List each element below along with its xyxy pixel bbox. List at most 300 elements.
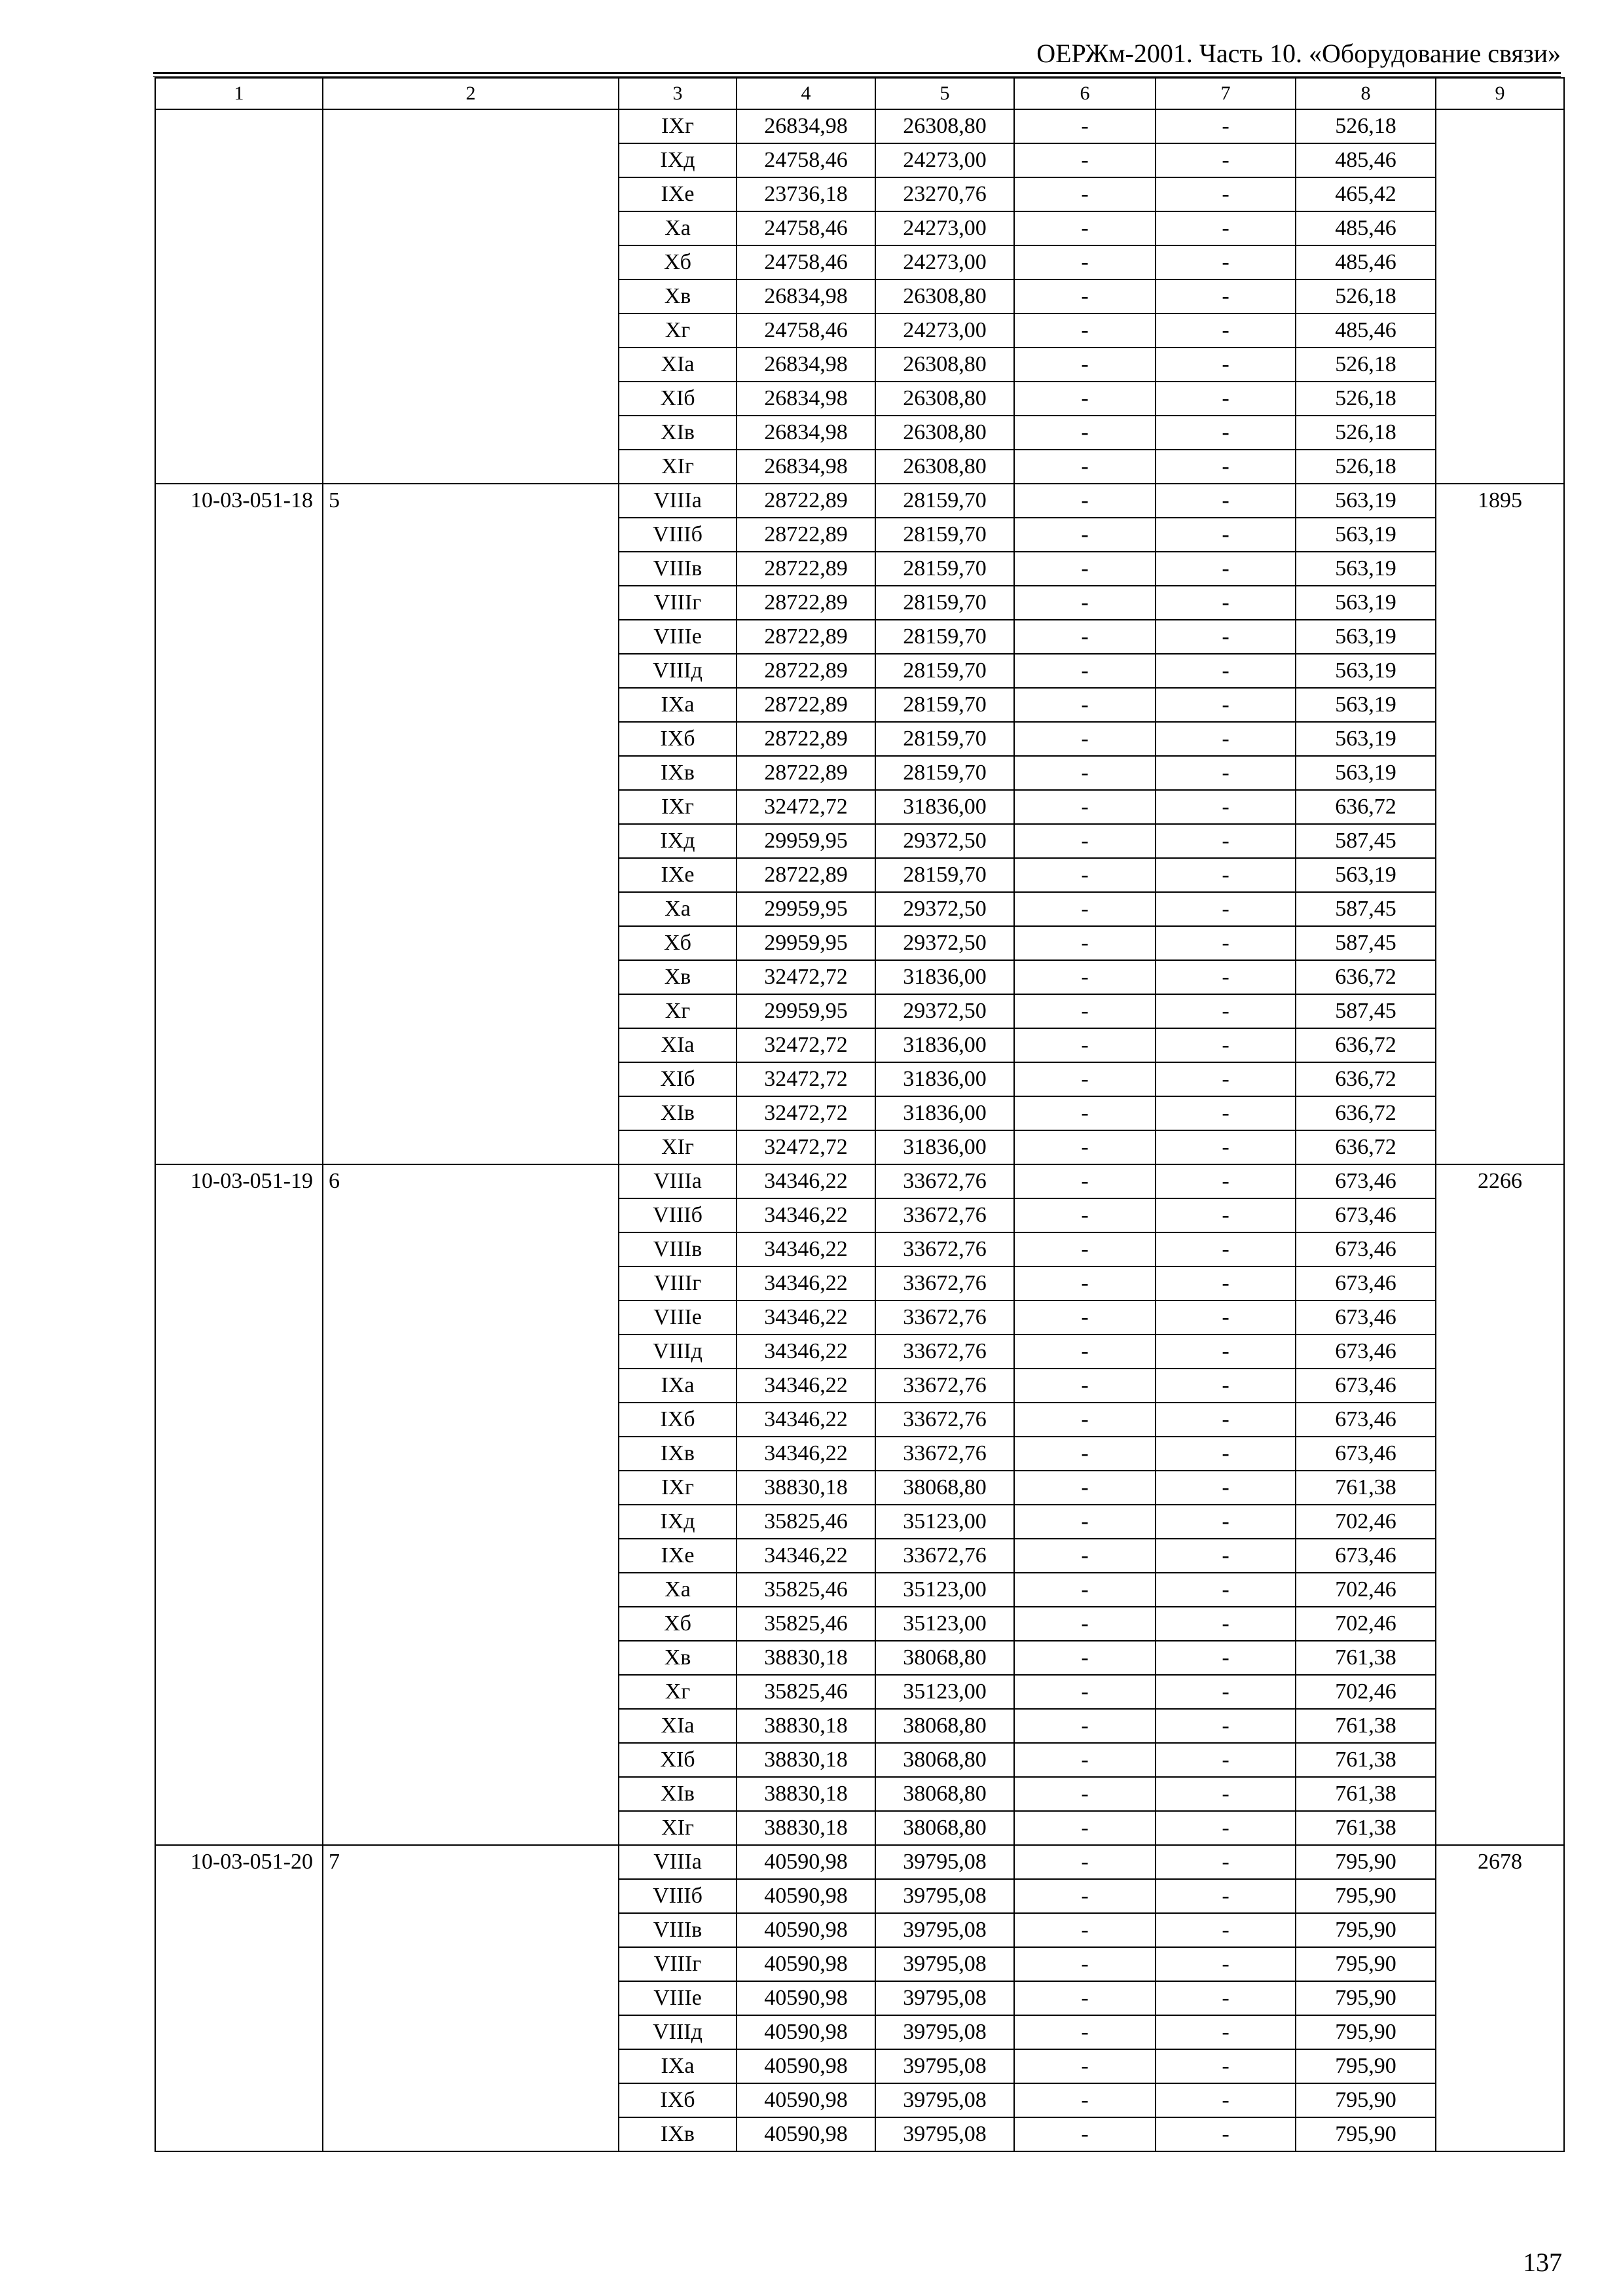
category-cell: IXа xyxy=(619,688,737,722)
column-5-value: 23270,76 xyxy=(875,177,1014,211)
column-5-value: 39795,08 xyxy=(875,1913,1014,1947)
column-7-value: - xyxy=(1156,245,1296,279)
column-6-value: - xyxy=(1014,1403,1156,1437)
column-5-value: 28159,70 xyxy=(875,518,1014,552)
header-rule-thick xyxy=(153,72,1561,74)
column-7-value: - xyxy=(1156,824,1296,858)
category-cell: XIв xyxy=(619,1777,737,1811)
column-4-value: 40590,98 xyxy=(737,1845,875,1879)
column-4-value: 28722,89 xyxy=(737,552,875,586)
column-7-value: - xyxy=(1156,994,1296,1028)
category-cell: IXе xyxy=(619,858,737,892)
column-4-value: 40590,98 xyxy=(737,1913,875,1947)
column-8-value: 587,45 xyxy=(1296,994,1436,1028)
column-8-value: 673,46 xyxy=(1296,1300,1436,1335)
column-8-value: 636,72 xyxy=(1296,1130,1436,1164)
column-6-value: - xyxy=(1014,1845,1156,1879)
column-5-value: 38068,80 xyxy=(875,1743,1014,1777)
column-5-value: 26308,80 xyxy=(875,109,1014,143)
column-4-value: 38830,18 xyxy=(737,1471,875,1505)
column-7-value: - xyxy=(1156,2117,1296,2151)
column-5-value: 38068,80 xyxy=(875,1709,1014,1743)
column-5-value: 39795,08 xyxy=(875,1879,1014,1913)
column-5-value: 29372,50 xyxy=(875,892,1014,926)
column-5-value: 28159,70 xyxy=(875,654,1014,688)
column-6-value: - xyxy=(1014,1300,1156,1335)
column-6-value: - xyxy=(1014,484,1156,518)
column-4-value: 28722,89 xyxy=(737,688,875,722)
column-7-value: - xyxy=(1156,1777,1296,1811)
column-6-value: - xyxy=(1014,892,1156,926)
column-7-value: - xyxy=(1156,688,1296,722)
column-8-value: 563,19 xyxy=(1296,688,1436,722)
column-4-value: 29959,95 xyxy=(737,824,875,858)
column-7-value: - xyxy=(1156,518,1296,552)
column-8-value: 563,19 xyxy=(1296,722,1436,756)
column-4-value: 35825,46 xyxy=(737,1573,875,1607)
column-8-value: 587,45 xyxy=(1296,926,1436,960)
column-5-value: 38068,80 xyxy=(875,1811,1014,1845)
column-7-value: - xyxy=(1156,620,1296,654)
column-8-value: 563,19 xyxy=(1296,620,1436,654)
column-5-value: 31836,00 xyxy=(875,1130,1014,1164)
column-5-value: 28159,70 xyxy=(875,552,1014,586)
column-5-value: 39795,08 xyxy=(875,1947,1014,1981)
column-7-value: - xyxy=(1156,1879,1296,1913)
column-5-value: 29372,50 xyxy=(875,994,1014,1028)
column-5-value: 39795,08 xyxy=(875,1845,1014,1879)
column-7-value: - xyxy=(1156,1471,1296,1505)
column-4-value: 23736,18 xyxy=(737,177,875,211)
column-5-value: 28159,70 xyxy=(875,586,1014,620)
column-number: 3 xyxy=(619,78,737,109)
column-6-value: - xyxy=(1014,279,1156,314)
column-4-value: 40590,98 xyxy=(737,2049,875,2083)
column-number: 7 xyxy=(1156,78,1296,109)
category-cell: IXе xyxy=(619,1539,737,1573)
column-4-value: 34346,22 xyxy=(737,1198,875,1232)
column-4-value: 28722,89 xyxy=(737,858,875,892)
category-cell: VIIIа xyxy=(619,1845,737,1879)
column-5-value: 38068,80 xyxy=(875,1777,1014,1811)
column-6-value: - xyxy=(1014,722,1156,756)
column-4-value: 40590,98 xyxy=(737,2117,875,2151)
category-cell: VIIIа xyxy=(619,484,737,518)
column-8-value: 563,19 xyxy=(1296,756,1436,790)
category-cell: VIIIг xyxy=(619,586,737,620)
column-8-value: 485,46 xyxy=(1296,211,1436,245)
column-2-value: 6 xyxy=(323,1164,619,1845)
column-7-value: - xyxy=(1156,1335,1296,1369)
column-4-value: 34346,22 xyxy=(737,1403,875,1437)
column-5-value: 31836,00 xyxy=(875,1028,1014,1062)
column-number: 8 xyxy=(1296,78,1436,109)
resource-code: 10-03-051-19 xyxy=(155,1164,323,1845)
column-8-value: 795,90 xyxy=(1296,2015,1436,2049)
column-6-value: - xyxy=(1014,348,1156,382)
column-6-value: - xyxy=(1014,1641,1156,1675)
column-8-value: 587,45 xyxy=(1296,824,1436,858)
column-6-value: - xyxy=(1014,654,1156,688)
category-cell: IXб xyxy=(619,2083,737,2117)
category-cell: XIб xyxy=(619,1062,737,1096)
category-cell: VIIIб xyxy=(619,1879,737,1913)
column-2-value xyxy=(323,109,619,484)
column-6-value: - xyxy=(1014,926,1156,960)
column-7-value: - xyxy=(1156,1164,1296,1198)
column-6-value: - xyxy=(1014,756,1156,790)
column-7-value: - xyxy=(1156,756,1296,790)
column-4-value: 32472,72 xyxy=(737,1130,875,1164)
column-7-value: - xyxy=(1156,1130,1296,1164)
column-9-value xyxy=(1436,109,1564,484)
column-6-value: - xyxy=(1014,586,1156,620)
column-7-value: - xyxy=(1156,416,1296,450)
column-6-value: - xyxy=(1014,1232,1156,1266)
column-7-value: - xyxy=(1156,314,1296,348)
column-4-value: 38830,18 xyxy=(737,1777,875,1811)
column-4-value: 28722,89 xyxy=(737,722,875,756)
column-7-value: - xyxy=(1156,1300,1296,1335)
column-4-value: 26834,98 xyxy=(737,416,875,450)
column-4-value: 34346,22 xyxy=(737,1300,875,1335)
column-7-value: - xyxy=(1156,1437,1296,1471)
column-8-value: 795,90 xyxy=(1296,2117,1436,2151)
column-6-value: - xyxy=(1014,1266,1156,1300)
category-cell: XIб xyxy=(619,1743,737,1777)
column-number: 9 xyxy=(1436,78,1564,109)
column-8-value: 702,46 xyxy=(1296,1505,1436,1539)
table-row xyxy=(155,109,1564,143)
column-6-value: - xyxy=(1014,790,1156,824)
column-4-value: 32472,72 xyxy=(737,790,875,824)
column-6-value: - xyxy=(1014,2049,1156,2083)
column-8-value: 485,46 xyxy=(1296,143,1436,177)
column-5-value: 28159,70 xyxy=(875,722,1014,756)
column-8-value: 702,46 xyxy=(1296,1675,1436,1709)
category-cell: XIг xyxy=(619,1130,737,1164)
table-row xyxy=(155,1164,1564,1198)
column-5-value: 28159,70 xyxy=(875,756,1014,790)
column-5-value: 39795,08 xyxy=(875,2083,1014,2117)
column-6-value: - xyxy=(1014,177,1156,211)
category-cell: VIIIг xyxy=(619,1947,737,1981)
column-7-value: - xyxy=(1156,1845,1296,1879)
column-7-value: - xyxy=(1156,2015,1296,2049)
column-5-value: 26308,80 xyxy=(875,416,1014,450)
category-cell: IXд xyxy=(619,824,737,858)
column-5-value: 39795,08 xyxy=(875,2117,1014,2151)
column-8-value: 673,46 xyxy=(1296,1198,1436,1232)
table-body xyxy=(155,109,1564,2151)
column-6-value: - xyxy=(1014,824,1156,858)
column-4-value: 32472,72 xyxy=(737,1028,875,1062)
category-cell: IXг xyxy=(619,1471,737,1505)
column-4-value: 34346,22 xyxy=(737,1164,875,1198)
column-8-value: 673,46 xyxy=(1296,1335,1436,1369)
column-8-value: 702,46 xyxy=(1296,1573,1436,1607)
column-4-value: 38830,18 xyxy=(737,1641,875,1675)
column-4-value: 28722,89 xyxy=(737,518,875,552)
column-5-value: 35123,00 xyxy=(875,1573,1014,1607)
column-6-value: - xyxy=(1014,1505,1156,1539)
category-cell: XIв xyxy=(619,1096,737,1130)
column-4-value: 35825,46 xyxy=(737,1675,875,1709)
column-7-value: - xyxy=(1156,1232,1296,1266)
column-7-value: - xyxy=(1156,109,1296,143)
category-cell: IXб xyxy=(619,1403,737,1437)
column-4-value: 26834,98 xyxy=(737,382,875,416)
column-6-value: - xyxy=(1014,2015,1156,2049)
column-8-value: 795,90 xyxy=(1296,1913,1436,1947)
column-5-value: 31836,00 xyxy=(875,790,1014,824)
column-7-value: - xyxy=(1156,1709,1296,1743)
column-6-value: - xyxy=(1014,858,1156,892)
column-6-value: - xyxy=(1014,109,1156,143)
column-6-value: - xyxy=(1014,1335,1156,1369)
category-cell: XIа xyxy=(619,348,737,382)
column-4-value: 24758,46 xyxy=(737,211,875,245)
category-cell: VIIIд xyxy=(619,1335,737,1369)
column-6-value: - xyxy=(1014,450,1156,484)
column-4-value: 26834,98 xyxy=(737,450,875,484)
column-2-value: 7 xyxy=(323,1845,619,2151)
column-7-value: - xyxy=(1156,1981,1296,2015)
column-8-value: 587,45 xyxy=(1296,892,1436,926)
column-6-value: - xyxy=(1014,416,1156,450)
column-9-value: 1895 xyxy=(1436,484,1564,1164)
column-8-value: 795,90 xyxy=(1296,2083,1436,2117)
column-4-value: 26834,98 xyxy=(737,348,875,382)
column-4-value: 40590,98 xyxy=(737,1981,875,2015)
column-4-value: 29959,95 xyxy=(737,892,875,926)
column-4-value: 38830,18 xyxy=(737,1709,875,1743)
column-6-value: - xyxy=(1014,245,1156,279)
column-2-value: 5 xyxy=(323,484,619,1164)
column-8-value: 795,90 xyxy=(1296,1947,1436,1981)
column-5-value: 33672,76 xyxy=(875,1437,1014,1471)
column-4-value: 34346,22 xyxy=(737,1266,875,1300)
column-6-value: - xyxy=(1014,1777,1156,1811)
column-5-value: 24273,00 xyxy=(875,245,1014,279)
column-9-value: 2678 xyxy=(1436,1845,1564,2151)
column-7-value: - xyxy=(1156,892,1296,926)
column-5-value: 33672,76 xyxy=(875,1403,1014,1437)
column-5-value: 38068,80 xyxy=(875,1471,1014,1505)
header-rule-thin xyxy=(153,76,1561,77)
column-7-value: - xyxy=(1156,348,1296,382)
column-4-value: 28722,89 xyxy=(737,756,875,790)
column-number: 5 xyxy=(875,78,1014,109)
category-cell: XIб xyxy=(619,382,737,416)
category-cell: VIIIб xyxy=(619,1198,737,1232)
column-4-value: 26834,98 xyxy=(737,109,875,143)
column-7-value: - xyxy=(1156,1743,1296,1777)
column-6-value: - xyxy=(1014,2117,1156,2151)
column-8-value: 526,18 xyxy=(1296,382,1436,416)
category-cell: IXв xyxy=(619,2117,737,2151)
category-cell: VIIIв xyxy=(619,1232,737,1266)
column-8-value: 563,19 xyxy=(1296,518,1436,552)
column-7-value: - xyxy=(1156,1403,1296,1437)
category-cell: Xв xyxy=(619,1641,737,1675)
column-8-value: 485,46 xyxy=(1296,245,1436,279)
column-8-value: 795,90 xyxy=(1296,1879,1436,1913)
column-7-value: - xyxy=(1156,586,1296,620)
column-7-value: - xyxy=(1156,1369,1296,1403)
column-7-value: - xyxy=(1156,382,1296,416)
category-cell: Xа xyxy=(619,1573,737,1607)
column-8-value: 526,18 xyxy=(1296,279,1436,314)
column-7-value: - xyxy=(1156,2049,1296,2083)
column-8-value: 526,18 xyxy=(1296,416,1436,450)
column-5-value: 29372,50 xyxy=(875,824,1014,858)
column-7-value: - xyxy=(1156,1811,1296,1845)
column-4-value: 28722,89 xyxy=(737,586,875,620)
category-cell: Xг xyxy=(619,1675,737,1709)
column-8-value: 563,19 xyxy=(1296,552,1436,586)
column-number: 4 xyxy=(737,78,875,109)
column-4-value: 28722,89 xyxy=(737,620,875,654)
table-row xyxy=(155,1845,1564,1879)
column-8-value: 485,46 xyxy=(1296,314,1436,348)
column-8-value: 563,19 xyxy=(1296,654,1436,688)
resource-code: 10-03-051-18 xyxy=(155,484,323,1164)
category-cell: Xа xyxy=(619,892,737,926)
column-6-value: - xyxy=(1014,620,1156,654)
column-8-value: 526,18 xyxy=(1296,348,1436,382)
category-cell: Xг xyxy=(619,994,737,1028)
column-6-value: - xyxy=(1014,552,1156,586)
category-cell: VIIIд xyxy=(619,654,737,688)
column-6-value: - xyxy=(1014,1811,1156,1845)
column-7-value: - xyxy=(1156,143,1296,177)
column-7-value: - xyxy=(1156,1062,1296,1096)
column-6-value: - xyxy=(1014,143,1156,177)
column-7-value: - xyxy=(1156,926,1296,960)
category-cell: Xв xyxy=(619,960,737,994)
column-7-value: - xyxy=(1156,1913,1296,1947)
column-6-value: - xyxy=(1014,688,1156,722)
column-4-value: 24758,46 xyxy=(737,314,875,348)
column-6-value: - xyxy=(1014,211,1156,245)
column-6-value: - xyxy=(1014,960,1156,994)
column-8-value: 526,18 xyxy=(1296,450,1436,484)
column-8-value: 636,72 xyxy=(1296,1096,1436,1130)
category-cell: XIа xyxy=(619,1028,737,1062)
column-8-value: 673,46 xyxy=(1296,1403,1436,1437)
category-cell: IXа xyxy=(619,2049,737,2083)
column-4-value: 35825,46 xyxy=(737,1607,875,1641)
page-header-title: ОЕРЖм-2001. Часть 10. «Оборудование связи» xyxy=(1036,39,1561,68)
column-4-value: 40590,98 xyxy=(737,2015,875,2049)
column-5-value: 31836,00 xyxy=(875,960,1014,994)
column-6-value: - xyxy=(1014,1947,1156,1981)
column-8-value: 465,42 xyxy=(1296,177,1436,211)
column-4-value: 24758,46 xyxy=(737,143,875,177)
column-7-value: - xyxy=(1156,960,1296,994)
category-cell: IXе xyxy=(619,177,737,211)
column-6-value: - xyxy=(1014,1471,1156,1505)
column-4-value: 40590,98 xyxy=(737,1879,875,1913)
column-7-value: - xyxy=(1156,1675,1296,1709)
column-5-value: 28159,70 xyxy=(875,688,1014,722)
column-number-row xyxy=(155,78,1564,109)
column-4-value: 26834,98 xyxy=(737,279,875,314)
column-7-value: - xyxy=(1156,1028,1296,1062)
category-cell: VIIIв xyxy=(619,1913,737,1947)
column-5-value: 33672,76 xyxy=(875,1300,1014,1335)
column-8-value: 563,19 xyxy=(1296,858,1436,892)
column-5-value: 28159,70 xyxy=(875,620,1014,654)
category-cell: XIг xyxy=(619,450,737,484)
category-cell: VIIIв xyxy=(619,552,737,586)
column-7-value: - xyxy=(1156,654,1296,688)
column-5-value: 26308,80 xyxy=(875,382,1014,416)
column-8-value: 636,72 xyxy=(1296,960,1436,994)
category-cell: IXб xyxy=(619,722,737,756)
column-8-value: 636,72 xyxy=(1296,1062,1436,1096)
column-5-value: 39795,08 xyxy=(875,1981,1014,2015)
page-number: 137 xyxy=(1523,2248,1562,2277)
column-5-value: 35123,00 xyxy=(875,1675,1014,1709)
column-7-value: - xyxy=(1156,1539,1296,1573)
column-4-value: 40590,98 xyxy=(737,1947,875,1981)
column-7-value: - xyxy=(1156,2083,1296,2117)
column-6-value: - xyxy=(1014,1369,1156,1403)
column-8-value: 673,46 xyxy=(1296,1369,1436,1403)
category-cell: IXд xyxy=(619,143,737,177)
column-5-value: 33672,76 xyxy=(875,1266,1014,1300)
column-7-value: - xyxy=(1156,1641,1296,1675)
column-8-value: 795,90 xyxy=(1296,1981,1436,2015)
column-5-value: 31836,00 xyxy=(875,1096,1014,1130)
column-8-value: 761,38 xyxy=(1296,1811,1436,1845)
resource-code: 10-03-051-20 xyxy=(155,1845,323,2151)
column-7-value: - xyxy=(1156,858,1296,892)
resource-code xyxy=(155,109,323,484)
column-8-value: 761,38 xyxy=(1296,1709,1436,1743)
category-cell: VIIIе xyxy=(619,1300,737,1335)
column-7-value: - xyxy=(1156,1096,1296,1130)
column-5-value: 33672,76 xyxy=(875,1164,1014,1198)
column-4-value: 38830,18 xyxy=(737,1743,875,1777)
column-8-value: 563,19 xyxy=(1296,586,1436,620)
category-cell: XIа xyxy=(619,1709,737,1743)
column-5-value: 26308,80 xyxy=(875,450,1014,484)
column-8-value: 673,46 xyxy=(1296,1266,1436,1300)
column-5-value: 33672,76 xyxy=(875,1335,1014,1369)
column-4-value: 40590,98 xyxy=(737,2083,875,2117)
column-6-value: - xyxy=(1014,1573,1156,1607)
category-cell: Xб xyxy=(619,1607,737,1641)
table-header xyxy=(155,78,1564,109)
column-8-value: 795,90 xyxy=(1296,1845,1436,1879)
category-cell: VIIIд xyxy=(619,2015,737,2049)
table-row xyxy=(155,484,1564,518)
category-cell: VIIIе xyxy=(619,620,737,654)
column-4-value: 32472,72 xyxy=(737,1062,875,1096)
category-cell: IXд xyxy=(619,1505,737,1539)
column-5-value: 39795,08 xyxy=(875,2049,1014,2083)
column-6-value: - xyxy=(1014,1437,1156,1471)
column-5-value: 35123,00 xyxy=(875,1505,1014,1539)
column-8-value: 673,46 xyxy=(1296,1232,1436,1266)
column-6-value: - xyxy=(1014,1164,1156,1198)
column-5-value: 38068,80 xyxy=(875,1641,1014,1675)
column-7-value: - xyxy=(1156,1573,1296,1607)
column-8-value: 673,46 xyxy=(1296,1164,1436,1198)
